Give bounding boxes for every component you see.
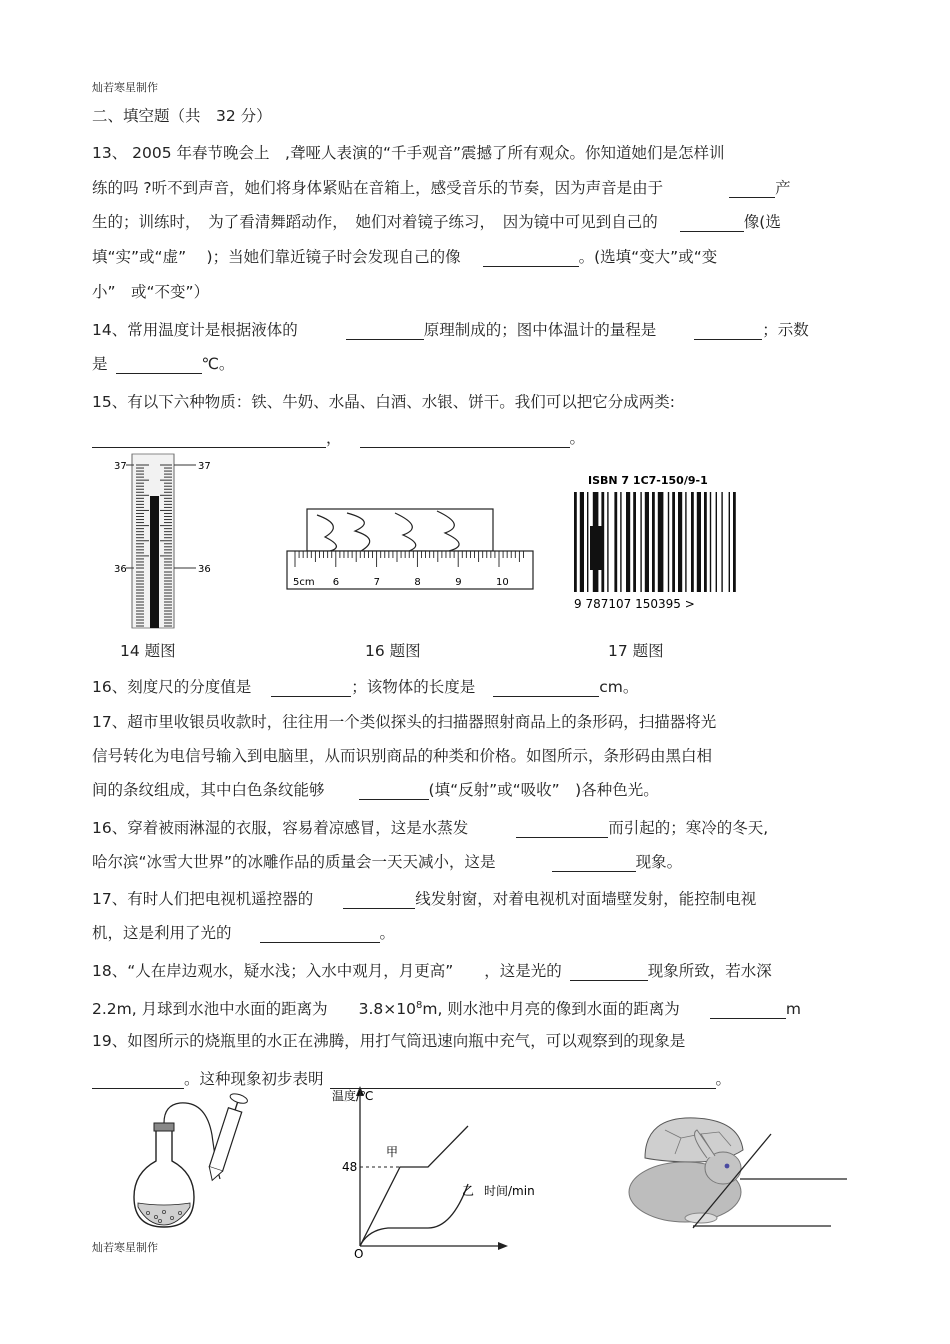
q17b-blank-1[interactable] [343, 892, 415, 909]
graph-label-jia: 甲 [386, 1145, 399, 1159]
ruler-label: 8 [414, 577, 421, 588]
barcode-top-text: ISBN 7 1C7-150/9-1 [588, 474, 708, 487]
barcode-bar [658, 492, 664, 592]
barcode-bar [607, 492, 608, 592]
barcode-bar [626, 492, 630, 592]
q17a-line3 [92, 780, 659, 800]
q14-blank-2[interactable] [694, 323, 762, 340]
q15-sep: ， [326, 429, 342, 447]
q17b-line2-text: 机，这是利用了光的 [92, 924, 232, 942]
q16b-line1-tail: 而引起的；寒冷的冬天, [608, 819, 769, 837]
section-title: 二、填空题（共 32 分） [92, 107, 272, 125]
q16a-text3: cm。 [599, 678, 639, 696]
q17b-line2-tail: 。 [379, 924, 396, 942]
graph-y-tick-48: 48 [342, 1160, 358, 1174]
thermo-label-top-left: 37 [114, 461, 127, 472]
barcode-bar [620, 492, 621, 592]
graph-y-label: 温度/℃ [332, 1089, 374, 1103]
footer-text: 灿若寒星制作 [92, 1241, 158, 1254]
barcode-bar [645, 492, 649, 592]
q16b-line2-text: 哈尔滨“冰雪大世界”的冰雕作品的质量会一天天减小，这是 [92, 853, 496, 871]
q17a-line3-text: 间的条纹组成，其中白色条纹能够 [92, 781, 325, 799]
q14-line1 [92, 320, 809, 340]
q14-blank-3[interactable] [116, 357, 202, 374]
barcode-bar [633, 492, 636, 592]
q14-line2 [92, 354, 234, 374]
thermometer-mercury [150, 496, 159, 628]
q16a-blank-1[interactable] [271, 680, 351, 697]
thermo-label-bottom-left: 36 [114, 564, 127, 575]
q19-line2-text: 。这种现象初步表明 [184, 1070, 324, 1088]
q18-line2 [92, 996, 801, 1019]
barcode-bar [733, 492, 736, 592]
q13-blank-2[interactable] [680, 215, 744, 232]
barcode-bar [697, 492, 701, 592]
thermometer-figure [112, 450, 222, 630]
barcode-bar [704, 492, 707, 592]
barcode-bar [652, 492, 655, 592]
q14-line2-tail: ℃。 [201, 355, 235, 373]
barcode-bar [668, 492, 669, 592]
header-text: 灿若寒星制作 [92, 81, 158, 94]
thermo-label-top-right: 37 [198, 461, 211, 472]
air-pump [204, 1092, 249, 1183]
q18-line2-mid: m, 则水池中月亮的像到水面的距离为 [422, 1000, 680, 1019]
barcode-bar [590, 526, 604, 570]
barcode-bar [574, 492, 577, 592]
q17b-blank-2[interactable] [260, 926, 380, 943]
ruler-label: 5cm [293, 577, 315, 588]
q14-line1-text: 14、常用温度计是根据液体的 [92, 321, 298, 339]
q19-blank-1[interactable] [92, 1072, 184, 1089]
barcode-bar [672, 492, 675, 592]
q13-line2 [92, 178, 791, 198]
q17b-line1-text: 17、有时人们把电视机遥控器的 [92, 890, 314, 908]
q18-line1 [92, 961, 772, 981]
caption-fig17: 17 题图 [608, 642, 664, 660]
barcode-figure [570, 470, 745, 615]
q14-line1-mid: 原理制成的；图中体温计的量程是 [423, 321, 657, 339]
q18-exponent: 8 [415, 1000, 423, 1011]
q16a-text2: ；该物体的长度是 [351, 678, 476, 696]
caption-fig16: 16 题图 [365, 642, 421, 660]
graph-origin: O [354, 1247, 364, 1261]
q13-line3-tail: 像(选 [743, 213, 781, 231]
q14-line1-tail: ；示数 [762, 321, 809, 339]
q13-line4 [92, 247, 717, 267]
ruler-label: 6 [332, 577, 340, 588]
q13-line5: 小” 或“不变”） [92, 283, 210, 301]
q16a-blank-2[interactable] [493, 680, 599, 697]
q18-unit: m [785, 1000, 801, 1019]
graph-x-label: 时间/min [484, 1184, 535, 1198]
q17b-line1-tail: 线发射窗，对着电视机对面墙壁发射，能控制电视 [415, 890, 757, 908]
temperature-time-graph [328, 1080, 558, 1260]
barcode-bar [614, 492, 617, 592]
barcode-bar [685, 492, 686, 592]
barcode-bar [678, 492, 682, 592]
q16a-line [92, 677, 638, 697]
barcode-bar [729, 492, 730, 592]
q15-line1: 15、有以下六种物质：铁、牛奶、水晶、白酒、水银、饼干。我们可以把它分成两类: [92, 393, 675, 411]
q13-line2-text: 练的吗 ?听不到声音，她们将身体紧贴在音箱上，感受音乐的节奏，因为声音是由于 [92, 179, 664, 197]
q15-line2 [92, 428, 585, 448]
q13-blank-3[interactable] [483, 250, 579, 267]
tortoise-rabbit-figure [615, 1110, 855, 1235]
rabbit-eye [725, 1164, 730, 1169]
barcode-bar [580, 492, 584, 592]
barcode-bar [716, 492, 717, 592]
ruler-label: 9 [455, 577, 462, 588]
q17a-line3-tail: (填“反射”或“吸收” )各种色光。 [428, 781, 659, 799]
barcode-bars [574, 492, 736, 592]
ruler-label: 7 [373, 577, 380, 588]
q18-blank-2[interactable] [710, 1002, 786, 1019]
q18-blank-1[interactable] [570, 964, 648, 981]
ruler-label: 10 [496, 577, 509, 588]
barcode-bar [587, 492, 588, 592]
q16a-text1: 16、刻度尺的分度值是 [92, 678, 252, 696]
q16b-blank-1[interactable] [516, 821, 608, 838]
q17a-line1: 17、超市里收银员收款时，往往用一个类似探头的扫描器照射商品上的条形码，扫描器将光 [92, 713, 717, 731]
barcode-bottom-text: 9 787107 150395 > [574, 597, 695, 611]
q13-blank-1[interactable] [729, 181, 775, 198]
q17a-blank[interactable] [359, 783, 429, 800]
q16b-line2-tail: 现象。 [635, 853, 683, 871]
q13-line4-tail: 。(选填“变大”或“变 [578, 248, 718, 266]
q13-line3 [92, 212, 781, 232]
graph-label-yi: 乙 [462, 1184, 475, 1198]
q15-blank-2[interactable] [360, 431, 570, 448]
q13-line1: 13、 2005 年春节晚会上 ,聋哑人表演的“千手观音”震撼了所有观众。你知道她们是怎样训 [92, 144, 725, 162]
q14-blank-1[interactable] [346, 323, 424, 340]
q18-line2-text: 2.2m, 月球到水池中水面的距离为 3.8×10 [92, 1000, 416, 1019]
graph-x-arrow [498, 1242, 508, 1250]
q17b-line2 [92, 923, 395, 943]
flask-stopper [154, 1123, 174, 1131]
q18-line1-tail: 现象所致，若水深 [647, 962, 772, 980]
q19-line2-tail: 。 [715, 1070, 732, 1088]
q16b-blank-2[interactable] [552, 855, 636, 872]
barcode-bar [721, 492, 722, 592]
q19-line1: 19、如图所示的烧瓶里的水正在沸腾，用打气筒迅速向瓶中充气，可以观察到的现象是 [92, 1032, 686, 1050]
q16b-line1-text: 16、穿着被雨淋湿的衣服，容易着凉感冒，这是水蒸发 [92, 819, 469, 837]
q17b-line1 [92, 889, 756, 909]
q13-line4-text: 填“实”或“虚” )；当她们靠近镜子时会发现自己的像 [92, 248, 461, 266]
barcode-bar [691, 492, 694, 592]
q16b-line1 [92, 818, 768, 838]
q16b-line2 [92, 852, 682, 872]
q13-line3-text: 生的；训练时， 为了看清舞蹈动作， 她们对着镜子练习， 因为镜中可见到自己的 [92, 213, 658, 231]
q14-line2-text: 是 [92, 355, 108, 373]
barcode-bar [640, 492, 641, 592]
barcode-bar [710, 492, 711, 592]
ruler-figure [285, 505, 535, 595]
q17a-line2: 信号转化为电信号输入到电脑里，从而识别商品的种类和价格。如图所示，条形码由黑白相 [92, 747, 713, 765]
q15-blank-1[interactable] [92, 431, 326, 448]
flask-pump-figure [128, 1095, 268, 1235]
thermo-label-bottom-right: 36 [198, 564, 211, 575]
caption-fig14: 14 题图 [120, 642, 176, 660]
q18-line1-text: 18、“人在岸边观水，疑水浅；入水中观月，月更高” ，这是光的 [92, 962, 562, 980]
q15-end: 。 [569, 429, 586, 447]
q13-line2-tail: 产 [775, 179, 791, 197]
